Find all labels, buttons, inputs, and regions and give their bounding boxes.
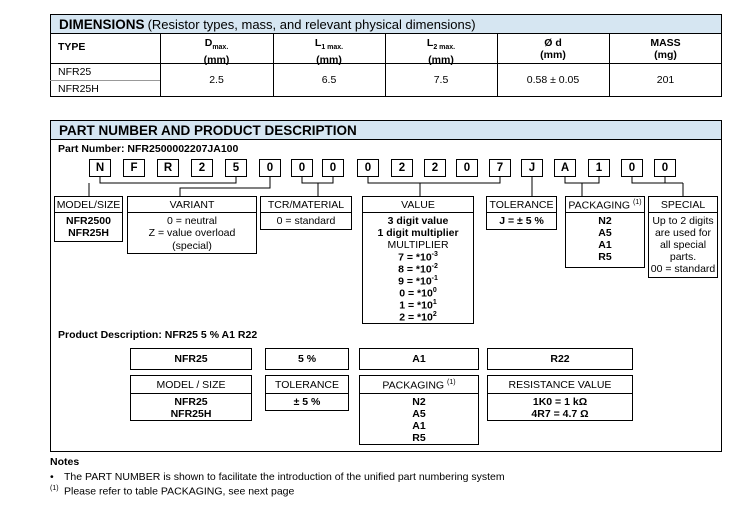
d-value: 2.5	[209, 74, 224, 86]
digit-15: A	[554, 159, 576, 177]
model-header: MODEL/SIZE	[56, 199, 121, 211]
digit-17: 0	[621, 159, 643, 177]
value-m0: $0 = *10^0$	[399, 287, 437, 300]
pd-value-resistance: R22	[487, 348, 633, 370]
digit-4: 2	[191, 159, 213, 177]
tolerance-l1: J = ± 5 %	[499, 215, 544, 227]
type-nfr25h: NFR25H	[58, 83, 99, 95]
digit-5: 5	[225, 159, 247, 177]
digit-9: 0	[357, 159, 379, 177]
pd-resistance-header: RESISTANCE VALUE	[508, 379, 612, 391]
digit-6: 0	[259, 159, 281, 177]
l2-value: 7.5	[433, 74, 449, 86]
col-l1: $L_{1 max.}$ (mm)	[314, 37, 344, 67]
pd-resistance-l1: 1K0 = 1 kΩ	[532, 396, 588, 408]
packaging-l1: N2	[598, 215, 612, 227]
model-l1: NFR2500	[66, 215, 111, 227]
special-l4: parts.	[669, 251, 697, 263]
special-l5: 00 = standard	[650, 263, 716, 275]
pd-packaging-l4: R5	[412, 432, 426, 444]
tcr-l1: 0 = standard	[276, 215, 336, 227]
tcr-header: TCR/MATERIAL	[267, 199, 345, 211]
packaging-l3: A1	[598, 239, 612, 251]
digit-7: 0	[291, 159, 313, 177]
type-nfr25: NFR25	[58, 66, 92, 78]
pd-packaging-header: PACKAGING $^{(1)}$	[382, 379, 456, 392]
part-number-label: Part Number: NFR2500002207JA100	[58, 143, 239, 155]
col-type: TYPE	[58, 41, 86, 53]
variant-l2: Z = value overload	[148, 227, 236, 239]
col-od: Ø d (mm)	[540, 37, 566, 61]
pd-tolerance-l1: ± 5 %	[293, 396, 321, 408]
od-value: 0.58 ± 0.05	[526, 74, 580, 86]
pd-value-model: NFR25	[130, 348, 252, 370]
value-m2: $2 = *10^2$	[399, 311, 437, 324]
col-mass: MASS (mg)	[650, 37, 681, 61]
digit-11: 2	[424, 159, 446, 177]
note-2-mark: (1)	[50, 485, 59, 492]
value-l2: 1 digit multiplier	[377, 227, 459, 239]
part-title: PART NUMBER AND PRODUCT DESCRIPTION	[59, 123, 357, 138]
notes-title: Notes	[50, 456, 80, 468]
digit-2: F	[123, 159, 145, 177]
product-description-label: Product Description: NFR25 5 % A1 R22	[58, 329, 258, 341]
variant-l1: 0 = neutral	[167, 215, 217, 227]
value-m8: $8 = *10^{-2}$	[398, 263, 438, 276]
digit-13: 7	[489, 159, 511, 177]
pd-value-packaging: A1	[359, 348, 479, 370]
mass-value: 201	[656, 74, 675, 86]
special-l3: all special	[659, 239, 707, 251]
note-1: • The PART NUMBER is shown to facilitate the introduction of the unified part numbering system	[50, 471, 505, 483]
pd-packaging-l1: N2	[412, 396, 426, 408]
packaging-l2: A5	[598, 227, 612, 239]
col-d: $D_{max.}$ (mm)	[203, 37, 230, 67]
digit-16: 1	[588, 159, 610, 177]
variant-l3: (special)	[172, 240, 212, 252]
note-1-bullet: •	[50, 471, 54, 483]
digit-3: R	[157, 159, 179, 177]
model-l2: NFR25H	[68, 227, 109, 239]
pd-model-header: MODEL / SIZE	[156, 379, 226, 391]
pd-resistance-l2: 4R7 = 4.7 Ω	[531, 408, 589, 420]
pd-model-l2: NFR25H	[170, 408, 212, 420]
part-header	[50, 120, 722, 140]
value-l3: MULTIPLIER	[387, 239, 449, 251]
dimensions-title: DIMENSIONS	[59, 17, 145, 32]
digit-18: 0	[654, 159, 676, 177]
digit-14: J	[521, 159, 543, 177]
pd-tolerance-header: TOLERANCE	[275, 379, 339, 391]
value-l1: 3 digit value	[387, 215, 449, 227]
value-header: VALUE	[401, 199, 435, 211]
digit-8: 0	[322, 159, 344, 177]
value-m1: $1 = *10^1$	[399, 299, 437, 312]
note-2: $^{(1)}$ Please refer to table PACKAGING, see next page	[50, 485, 295, 498]
dimensions-header	[50, 14, 722, 34]
packaging-l4: R5	[598, 251, 612, 263]
pd-packaging-l2: A5	[412, 408, 426, 420]
special-l1: Up to 2 digits	[652, 215, 714, 227]
special-header: SPECIAL	[660, 199, 706, 211]
pd-model-l1: NFR25	[174, 396, 208, 408]
pd-value-tolerance: 5 %	[265, 348, 349, 370]
value-m7: $7 = *10^{-3}$	[398, 251, 438, 264]
special-l2: are used for	[654, 227, 712, 239]
value-m9: $9 = *10^{-1}$	[398, 275, 438, 288]
l1-value: 6.5	[321, 74, 337, 86]
digit-10: 2	[391, 159, 413, 177]
packaging-header: PACKAGING $^{(1)}$	[568, 199, 642, 212]
pd-packaging-l3: A1	[412, 420, 426, 432]
dimensions-subtitle: (Resistor types, mass, and relevant physical dimensions)	[147, 17, 476, 32]
variant-header: VARIANT	[169, 199, 215, 211]
col-l2: $L_{2 max.}$ (mm)	[426, 37, 456, 67]
digit-1: N	[89, 159, 111, 177]
tolerance-header: TOLERANCE	[489, 199, 554, 211]
digit-12: 0	[456, 159, 478, 177]
